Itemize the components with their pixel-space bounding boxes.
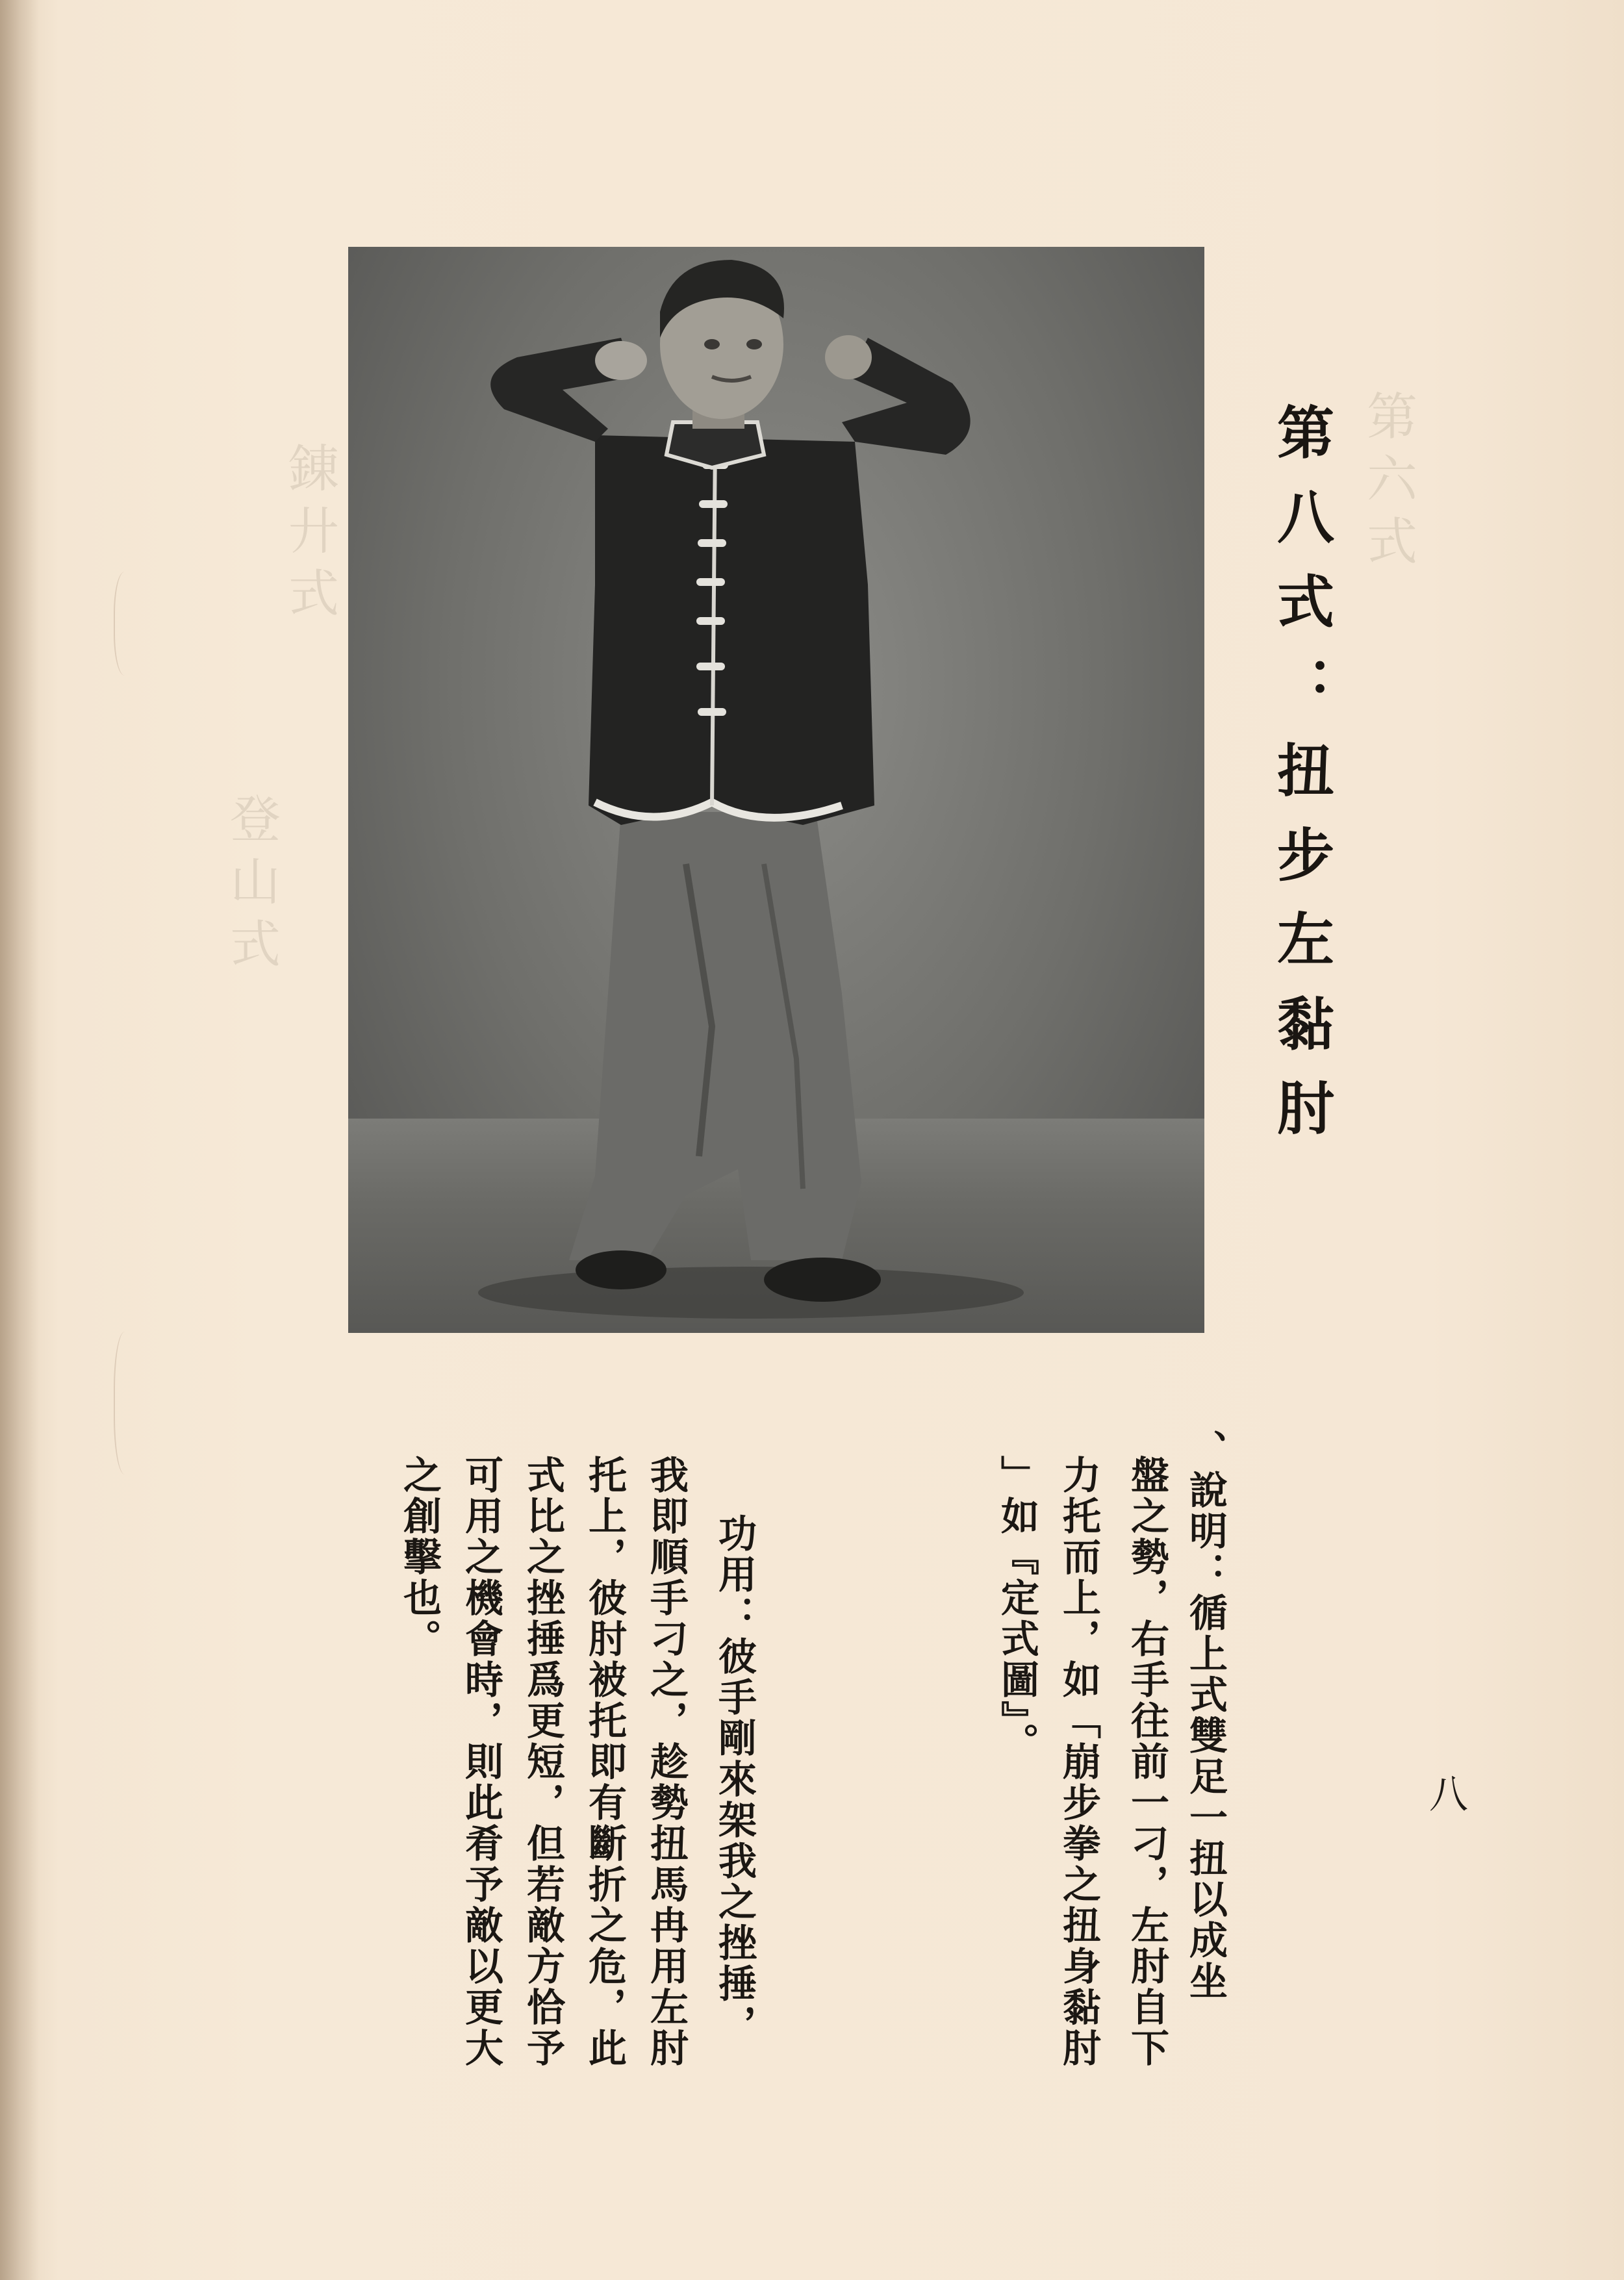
bleed-through-text: 第六式 <box>1358 390 1417 577</box>
function-line-6: 之創擊也。 <box>397 1455 442 1660</box>
explanation-line-3: 力托而上，如「崩步拳之扭身黏肘 <box>1056 1455 1101 2069</box>
page-crease <box>114 1332 141 1475</box>
bleed-through-text: 登山式 <box>222 792 280 980</box>
page-crease <box>114 572 141 676</box>
explanation-line-4: 」如『定式圖』。 <box>995 1455 1039 1764</box>
function-line-3: 托上，彼肘被托即有斷折之危，此 <box>582 1455 627 2069</box>
figure-illustration <box>348 247 1204 1333</box>
function-line-1: 功用：彼手剛來架我之挫捶， <box>712 1514 757 2046</box>
bleed-through-text: 錬廾式 <box>280 442 338 629</box>
function-line-4: 式比之挫捶爲更短，但若敵方恰予 <box>520 1455 565 2069</box>
martial-artist-photo <box>348 247 1204 1333</box>
page-number: 八 <box>1429 1772 1468 1818</box>
function-line-5: 可用之機會時，則此肴予敵以更大 <box>459 1455 503 2069</box>
explanation-line-1: 、說明：循上式雙足一扭以成坐 <box>1183 1429 1228 2002</box>
binding-shadow <box>0 0 39 2280</box>
explanation-line-2: 盤之勢，右手往前一刁，左肘自下 <box>1124 1455 1169 2069</box>
function-line-2: 我即順手刁之，趁勢扭馬冉用左肘 <box>644 1455 689 2069</box>
form-title: 第八式：扭步左黏肘 <box>1268 403 1336 1163</box>
